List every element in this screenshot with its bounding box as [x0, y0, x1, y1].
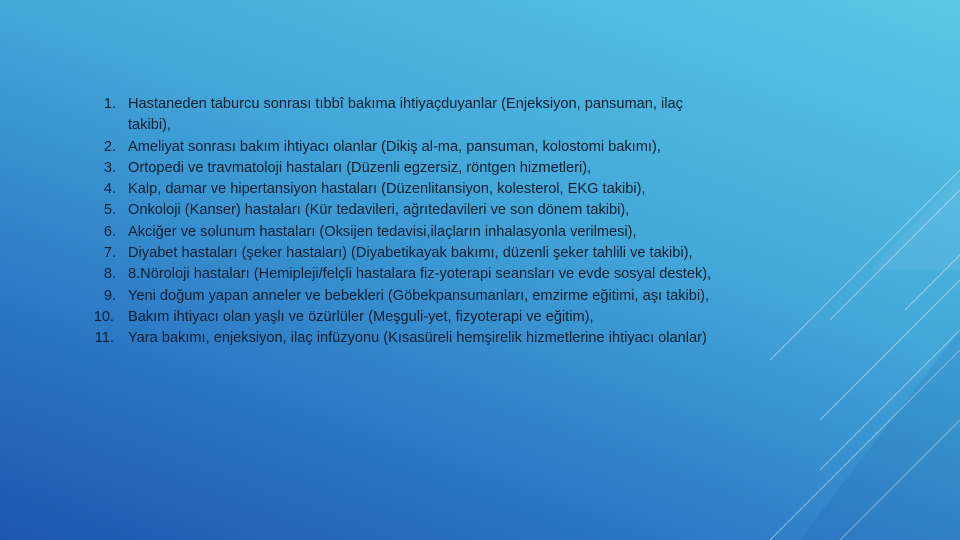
list-item	[93, 307, 720, 328]
item-number: 9.	[103, 287, 116, 304]
item-text: Yara bakımı, enjeksiyon, ilaç infüzyonu (Kısasüreli hemşirelik hizmetlerine ihtiyacı olanlar)	[128, 330, 707, 347]
item-number: 4.	[103, 181, 116, 198]
list-item	[100, 222, 720, 243]
content-area	[93, 94, 720, 350]
item-text: Akciğer ve solunum hastaları (Oksijen tedavisi,ilaçların inhalasyonla verilmesi),	[128, 223, 637, 240]
care-needs-list	[93, 94, 720, 350]
list-item	[100, 264, 720, 285]
item-text: Hastaneden taburcu sonrası tıbbî bakıma ihtiyaçduyanlar (Enjeksiyon, pansuman, ilaç takibi),	[128, 96, 683, 134]
item-text: 8.Nöroloji hastaları (Hemipleji/felçli hastalara fiz-yoterapi seansları ve evde sosyal destek),	[128, 266, 712, 283]
deco-triangle	[870, 175, 960, 270]
list-item	[100, 243, 720, 264]
item-text: Bakım ihtiyacı olan yaşlı ve özürlüler (Meşguli-yet, fizyoterapi ve eğitim),	[128, 308, 594, 325]
list-item	[100, 179, 720, 200]
item-text: Kalp, damar ve hipertansiyon hastaları (Düzenlitansiyon, kolesterol, EKG takibi),	[128, 181, 646, 198]
item-number: 3.	[103, 159, 116, 176]
list-item	[94, 328, 720, 349]
item-text: Ameliyat sonrası bakım ihtiyacı olanlar (Dikiş al-ma, pansuman, kolostomi bakımı),	[128, 138, 661, 155]
item-number: 10.	[93, 308, 114, 325]
item-number: 2.	[103, 138, 116, 155]
list-item	[100, 158, 720, 179]
item-text: Yeni doğum yapan anneler ve bebekleri (Göbekpansumanları, emzirme eğitimi, aşı takibi),	[128, 287, 710, 304]
item-text: Ortopedi ve travmatoloji hastaları (Düzenli egzersiz, röntgen hizmetleri),	[128, 159, 592, 176]
item-number: 11.	[94, 330, 114, 347]
item-number: 7.	[103, 245, 116, 262]
list-item	[100, 200, 720, 221]
list-item	[100, 286, 720, 307]
item-text: Diyabet hastaları (şeker hastaları) (Diyabetikayak bakımı, düzenli şeker tahlili ve takibi),	[128, 245, 693, 262]
item-text: Onkoloji (Kanser) hastaları (Kür tedavileri, ağrıtedavileri ve son dönem takibi),	[128, 202, 630, 219]
item-number: 6.	[103, 223, 116, 240]
deco-triangle	[800, 330, 960, 540]
item-number: 1.	[103, 96, 116, 112]
item-number: 8.	[103, 266, 116, 283]
item-number: 5.	[103, 202, 116, 219]
list-item	[100, 137, 720, 158]
list-item	[100, 94, 720, 137]
